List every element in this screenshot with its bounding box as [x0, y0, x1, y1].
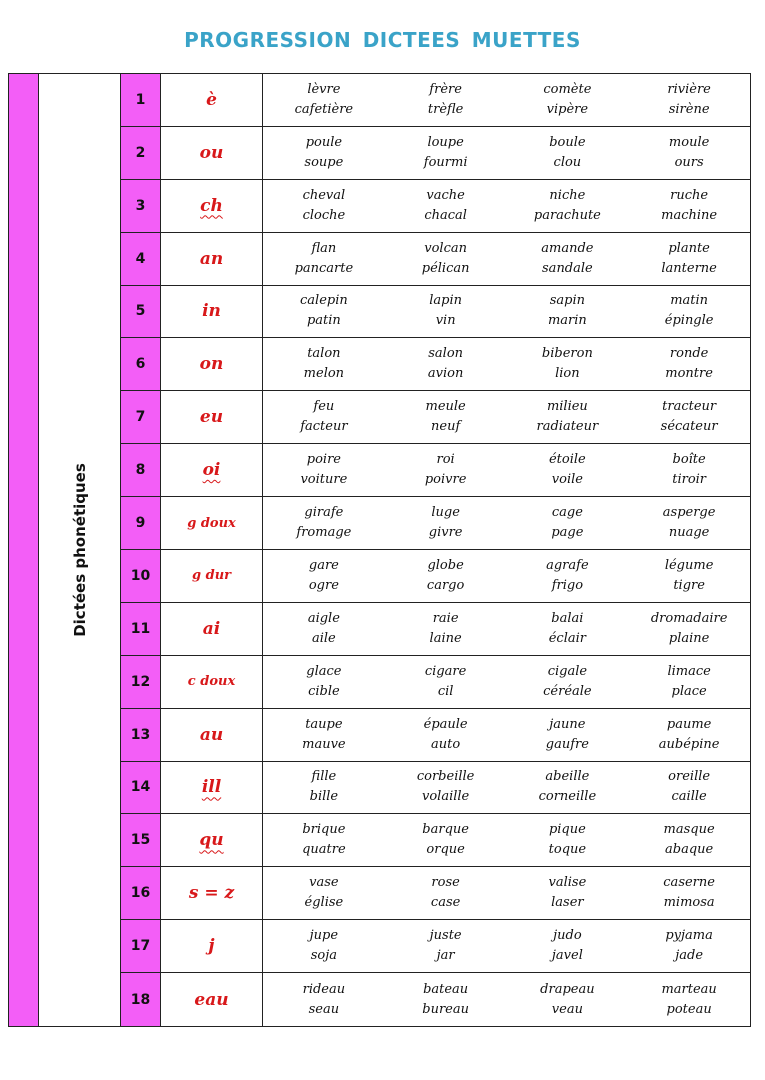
table-row	[121, 286, 750, 339]
word: jupe	[309, 928, 339, 944]
word-cell	[507, 973, 629, 1026]
word: luge	[431, 505, 460, 521]
word: seau	[308, 1001, 340, 1017]
word: mauve	[302, 736, 346, 752]
word: radiateur	[536, 419, 599, 435]
word: glace	[306, 663, 342, 679]
sound-label: eu	[161, 391, 263, 443]
word: milieu	[546, 399, 588, 415]
word: jade	[675, 948, 704, 964]
word: loupe	[427, 134, 464, 150]
side-label-cell	[39, 74, 121, 1026]
table-row	[121, 920, 750, 973]
word-cell	[263, 74, 385, 126]
word-cell	[628, 867, 750, 919]
word-group	[263, 444, 750, 496]
sound-label: ai	[161, 603, 263, 655]
word: lapin	[429, 293, 462, 309]
row-number: 18	[121, 973, 161, 1026]
sound-label: eau	[161, 973, 263, 1026]
word: biberon	[541, 346, 593, 362]
side-color-bar	[9, 74, 39, 1026]
word-cell	[385, 709, 507, 761]
table-row	[121, 391, 750, 444]
word: jar	[436, 948, 455, 964]
row-number: 7	[121, 391, 161, 443]
table-row	[121, 550, 750, 603]
word: flan	[311, 240, 337, 256]
word: calepin	[300, 293, 348, 309]
word: ogre	[308, 577, 339, 593]
word-group	[263, 180, 750, 232]
table-row	[121, 497, 750, 550]
word-group	[263, 656, 750, 708]
table-row	[121, 180, 750, 233]
word-cell	[507, 762, 629, 814]
word: page	[551, 525, 584, 541]
row-number: 3	[121, 180, 161, 232]
word-cell	[628, 709, 750, 761]
word-cell	[385, 603, 507, 655]
row-number: 4	[121, 233, 161, 285]
word: soja	[310, 948, 338, 964]
word-cell	[507, 444, 629, 496]
word-group	[263, 709, 750, 761]
word-cell	[628, 550, 750, 602]
word-group	[263, 867, 750, 919]
word: fromage	[296, 525, 352, 541]
word: auto	[431, 736, 461, 752]
word: poteau	[666, 1001, 712, 1017]
word: cible	[308, 683, 340, 699]
word: frère	[429, 81, 462, 97]
word: gare	[308, 557, 339, 573]
word: meule	[425, 399, 466, 415]
word-cell	[263, 550, 385, 602]
word-cell	[628, 762, 750, 814]
word-cell	[385, 497, 507, 549]
word: lanterne	[661, 260, 717, 276]
word-cell	[263, 286, 385, 338]
table-row	[121, 603, 750, 656]
sound-label: j	[161, 920, 263, 972]
word: quatre	[302, 842, 346, 858]
table-row	[121, 127, 750, 180]
word-group	[263, 391, 750, 443]
sound-label: g dur	[161, 550, 263, 602]
row-number: 15	[121, 814, 161, 866]
word: agrafe	[546, 557, 589, 573]
word: bille	[309, 789, 339, 805]
table-row	[121, 233, 750, 286]
row-number: 14	[121, 762, 161, 814]
sound-label: ch	[161, 180, 263, 232]
word: bateau	[423, 981, 469, 997]
word: cil	[437, 683, 454, 699]
sound-label: è	[161, 74, 263, 126]
sound-label: oi	[161, 444, 263, 496]
word: marteau	[661, 981, 717, 997]
sound-label: in	[161, 286, 263, 338]
word: raie	[432, 610, 459, 626]
page-title: PROGRESSION DICTEES MUETTES	[184, 28, 581, 52]
word: tigre	[673, 577, 705, 593]
word: poivre	[424, 472, 467, 488]
word: poire	[306, 452, 341, 468]
sound-label: ou	[161, 127, 263, 179]
word: soupe	[304, 154, 344, 170]
table-row	[121, 762, 750, 815]
word: abaque	[665, 842, 714, 858]
word: melon	[303, 366, 345, 382]
word-cell	[263, 444, 385, 496]
word: vase	[309, 875, 339, 891]
word-cell	[385, 127, 507, 179]
row-number: 12	[121, 656, 161, 708]
word: éclair	[548, 630, 586, 646]
word: roi	[436, 452, 455, 468]
word-cell	[507, 656, 629, 708]
word-cell	[385, 444, 507, 496]
word: machine	[661, 207, 718, 223]
word: aubépine	[658, 736, 720, 752]
word-cell	[628, 444, 750, 496]
word: taupe	[305, 716, 343, 732]
row-number: 5	[121, 286, 161, 338]
word-cell	[507, 814, 629, 866]
word: limace	[667, 663, 711, 679]
word: pancarte	[294, 260, 354, 276]
word-cell	[263, 920, 385, 972]
word-cell	[628, 338, 750, 390]
word-group	[263, 603, 750, 655]
word-group	[263, 497, 750, 549]
word: rivière	[667, 81, 711, 97]
word: voile	[551, 472, 583, 488]
word-cell	[628, 973, 750, 1026]
word: marin	[547, 313, 587, 329]
word-group	[263, 920, 750, 972]
word: givre	[428, 525, 463, 541]
word-cell	[507, 233, 629, 285]
word: pyjama	[665, 928, 713, 944]
sound-label: c doux	[161, 656, 263, 708]
word: rideau	[302, 981, 346, 997]
word: globe	[427, 557, 464, 573]
word: asperge	[662, 505, 716, 521]
word: cafetière	[294, 101, 354, 117]
word: ruche	[670, 187, 709, 203]
word-cell	[263, 656, 385, 708]
word: facteur	[300, 419, 348, 435]
word-cell	[628, 603, 750, 655]
word: aile	[311, 630, 336, 646]
table-row	[121, 656, 750, 709]
word: orque	[426, 842, 465, 858]
word: paume	[666, 716, 712, 732]
word: feu	[313, 399, 335, 415]
word-cell	[385, 762, 507, 814]
word-cell	[263, 973, 385, 1026]
word: place	[671, 683, 707, 699]
word: bureau	[422, 1001, 469, 1017]
row-number: 9	[121, 497, 161, 549]
word-cell	[385, 867, 507, 919]
word: vipère	[546, 101, 589, 117]
word-cell	[507, 127, 629, 179]
word-cell	[263, 338, 385, 390]
word: balai	[551, 610, 584, 626]
word-cell	[263, 233, 385, 285]
word: cigale	[547, 663, 588, 679]
word-cell	[507, 920, 629, 972]
word: lèvre	[307, 81, 341, 97]
word-group	[263, 233, 750, 285]
word: patin	[306, 313, 341, 329]
word: épingle	[664, 313, 714, 329]
word: aigle	[307, 610, 340, 626]
word: valise	[548, 875, 587, 891]
word: mimosa	[663, 895, 715, 911]
word-cell	[263, 127, 385, 179]
table-row	[121, 444, 750, 497]
row-number: 10	[121, 550, 161, 602]
word: laine	[429, 630, 462, 646]
word-cell	[507, 603, 629, 655]
word-cell	[507, 180, 629, 232]
word-cell	[385, 391, 507, 443]
word-cell	[263, 497, 385, 549]
word: cargo	[426, 577, 465, 593]
word: fille	[311, 769, 337, 785]
word: ours	[674, 154, 704, 170]
word: église	[304, 895, 344, 911]
word-cell	[628, 74, 750, 126]
word: rose	[431, 875, 460, 891]
table-row	[121, 338, 750, 391]
word-cell	[628, 391, 750, 443]
row-number: 17	[121, 920, 161, 972]
word-cell	[628, 127, 750, 179]
word: girafe	[304, 505, 344, 521]
word: plaine	[668, 630, 710, 646]
sound-label: on	[161, 338, 263, 390]
word-cell	[628, 233, 750, 285]
progression-table	[8, 73, 751, 1027]
word-group	[263, 550, 750, 602]
word-cell	[263, 391, 385, 443]
word: jaune	[549, 716, 586, 732]
word: cigare	[424, 663, 467, 679]
word-cell	[628, 656, 750, 708]
word: caserne	[663, 875, 715, 891]
word: nuage	[668, 525, 710, 541]
sound-label: g doux	[161, 497, 263, 549]
word-cell	[263, 814, 385, 866]
word-cell	[385, 338, 507, 390]
word-cell	[263, 867, 385, 919]
row-number: 6	[121, 338, 161, 390]
word: oreille	[668, 769, 711, 785]
word: gaufre	[545, 736, 589, 752]
word: étoile	[548, 452, 586, 468]
word-cell	[385, 920, 507, 972]
word: veau	[551, 1001, 583, 1017]
word-group	[263, 74, 750, 126]
word-cell	[628, 286, 750, 338]
word: ronde	[669, 346, 709, 362]
word: sapin	[549, 293, 586, 309]
word: épaule	[423, 716, 468, 732]
word-cell	[507, 286, 629, 338]
word: pique	[548, 822, 586, 838]
word: avion	[427, 366, 464, 382]
word: cloche	[302, 207, 346, 223]
word-cell	[628, 920, 750, 972]
word-group	[263, 286, 750, 338]
word: lion	[555, 366, 580, 382]
word-cell	[385, 550, 507, 602]
word: moule	[668, 134, 710, 150]
word: brique	[302, 822, 346, 838]
word: toque	[548, 842, 587, 858]
word-cell	[507, 497, 629, 549]
word-group	[263, 338, 750, 390]
row-number: 16	[121, 867, 161, 919]
word-cell	[263, 762, 385, 814]
word-cell	[507, 74, 629, 126]
word: voiture	[300, 472, 348, 488]
word: montre	[665, 366, 713, 382]
word: parachute	[533, 207, 601, 223]
word-cell	[385, 180, 507, 232]
word-cell	[263, 603, 385, 655]
word-cell	[628, 180, 750, 232]
word: dromadaire	[650, 610, 728, 626]
word: sécateur	[660, 419, 718, 435]
word: barque	[422, 822, 469, 838]
word: fourmi	[423, 154, 468, 170]
word-cell	[507, 709, 629, 761]
word: case	[430, 895, 461, 911]
table-row	[121, 814, 750, 867]
word: judo	[553, 928, 582, 944]
word: trèfle	[427, 101, 464, 117]
row-number: 8	[121, 444, 161, 496]
word-cell	[385, 286, 507, 338]
word-cell	[628, 814, 750, 866]
word: caille	[671, 789, 707, 805]
word: drapeau	[540, 981, 595, 997]
word: boule	[549, 134, 586, 150]
word-cell	[385, 656, 507, 708]
word: niche	[549, 187, 586, 203]
row-number: 1	[121, 74, 161, 126]
word-group	[263, 762, 750, 814]
word: comète	[543, 81, 592, 97]
word: juste	[429, 928, 462, 944]
word: corneille	[538, 789, 597, 805]
row-number: 11	[121, 603, 161, 655]
word: neuf	[431, 419, 461, 435]
word: volcan	[424, 240, 467, 256]
word: sirène	[668, 101, 710, 117]
word: cheval	[302, 187, 346, 203]
word: sandale	[542, 260, 593, 276]
word: vin	[435, 313, 456, 329]
sound-label: ill	[161, 762, 263, 814]
word-group	[263, 127, 750, 179]
word: javel	[551, 948, 583, 964]
word: matin	[670, 293, 709, 309]
word: frigo	[551, 577, 584, 593]
word: poule	[305, 134, 343, 150]
word-cell	[507, 550, 629, 602]
word-cell	[628, 497, 750, 549]
word: salon	[428, 346, 464, 362]
word-group	[263, 973, 750, 1026]
table-row	[121, 74, 750, 127]
sound-label: an	[161, 233, 263, 285]
word: pélican	[421, 260, 470, 276]
sound-label: qu	[161, 814, 263, 866]
table-row	[121, 973, 750, 1026]
word: abeille	[545, 769, 590, 785]
word: talon	[307, 346, 341, 362]
row-number: 13	[121, 709, 161, 761]
word-cell	[263, 180, 385, 232]
word-cell	[507, 867, 629, 919]
word: tracteur	[662, 399, 717, 415]
word-cell	[385, 233, 507, 285]
sound-label: s = z	[161, 867, 263, 919]
word: légume	[664, 557, 714, 573]
word: clou	[553, 154, 582, 170]
word-cell	[507, 391, 629, 443]
word: laser	[551, 895, 584, 911]
word: vache	[426, 187, 465, 203]
table-row	[121, 867, 750, 920]
word-group	[263, 814, 750, 866]
word: corbeille	[416, 769, 475, 785]
word-cell	[507, 338, 629, 390]
word: masque	[663, 822, 715, 838]
word-cell	[385, 814, 507, 866]
word: plante	[668, 240, 710, 256]
word: céréale	[543, 683, 592, 699]
row-number: 2	[121, 127, 161, 179]
side-label: Dictées phonétiques	[70, 463, 89, 637]
table-rows	[121, 74, 750, 1026]
word: tiroir	[672, 472, 707, 488]
word-cell	[263, 709, 385, 761]
word: volaille	[422, 789, 470, 805]
sound-label: au	[161, 709, 263, 761]
word: amande	[541, 240, 594, 256]
word: chacal	[424, 207, 467, 223]
word: boîte	[672, 452, 706, 468]
word: cage	[551, 505, 583, 521]
word-cell	[385, 973, 507, 1026]
word-cell	[385, 74, 507, 126]
table-row	[121, 709, 750, 762]
